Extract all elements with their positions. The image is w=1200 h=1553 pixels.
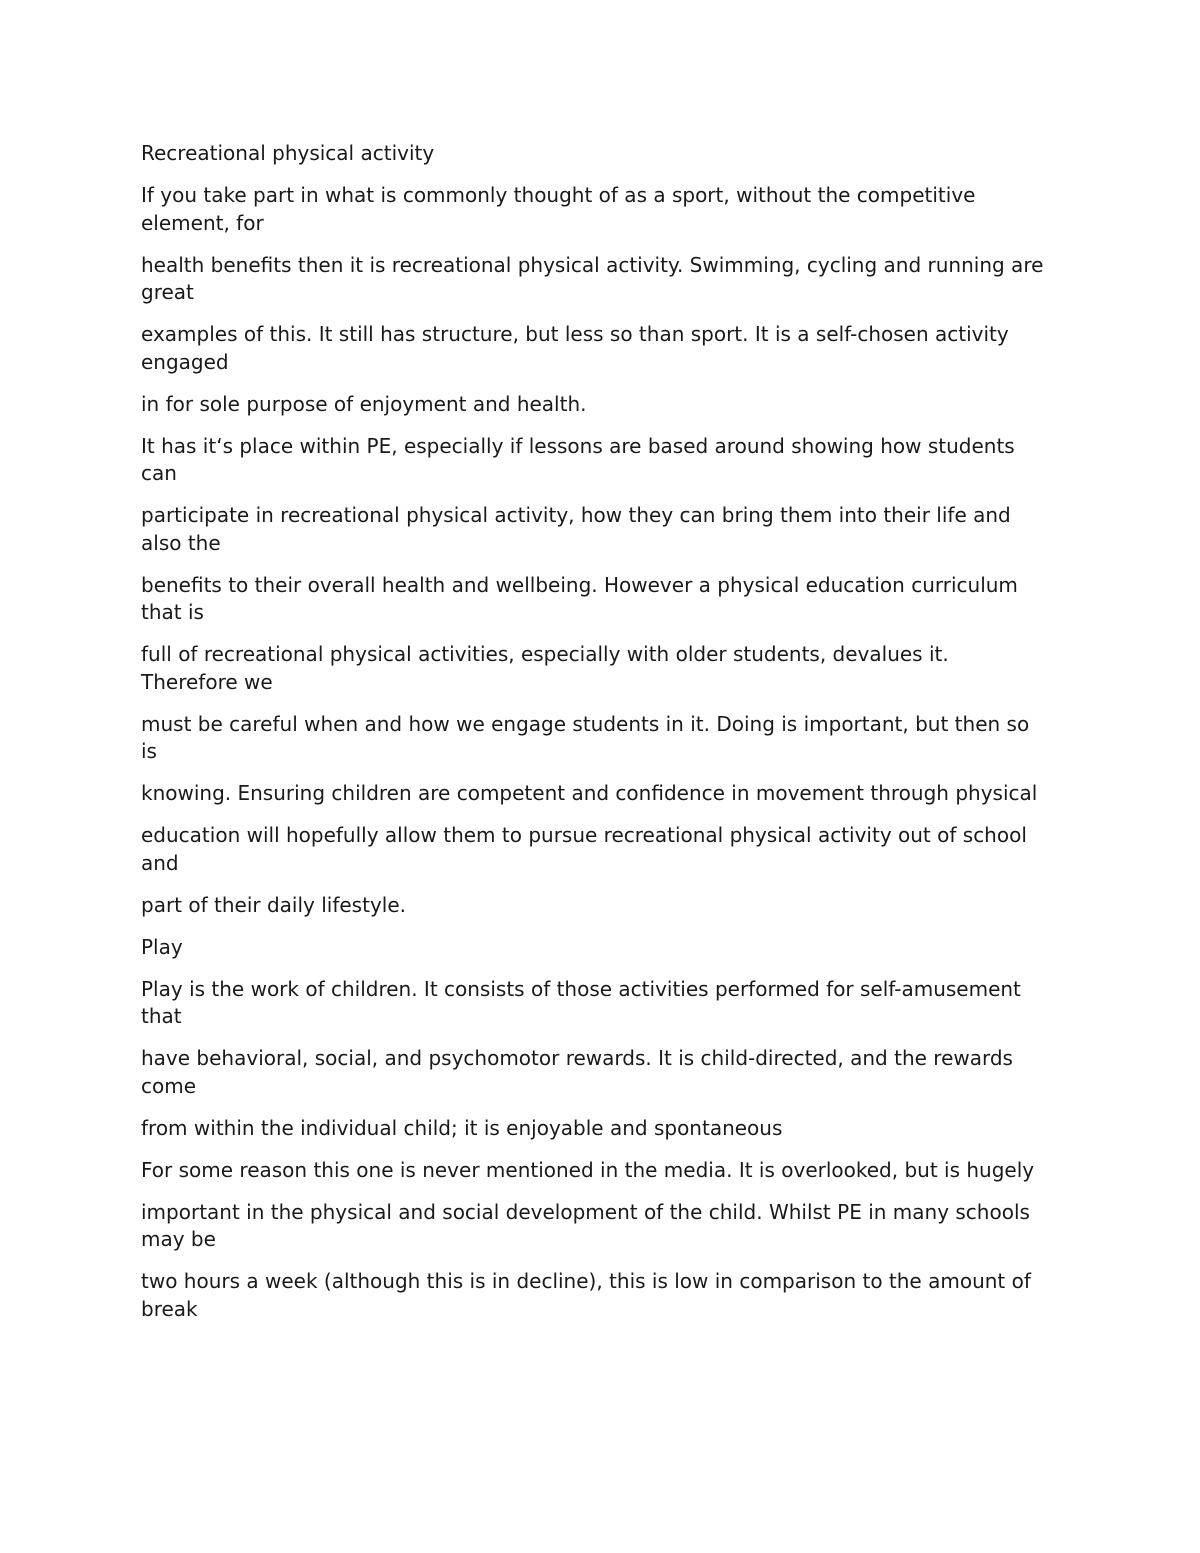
paragraph: full of recreational physical activities, especially with older students, devalues it. Therefore we xyxy=(141,642,949,694)
paragraph: Play is the work of children. It consists of those activities performed for self-amusement that xyxy=(141,976,1021,1028)
heading-recreational-physical-activity: Recreational physical activity xyxy=(141,141,435,165)
paragraph: from within the individual child; it is enjoyable and spontaneous xyxy=(141,1115,783,1140)
paragraph: in for sole purpose of enjoyment and health. xyxy=(141,391,587,416)
paragraph: education will hopefully allow them to pursue recreational physical activity out of school and xyxy=(141,823,1027,875)
paragraph: benefits to their overall health and wellbeing. However a physical education curriculum that is xyxy=(141,572,1018,624)
paragraph: must be careful when and how we engage students in it. Doing is important, but then so is xyxy=(141,711,1030,763)
paragraph: It has it‘s place within PE, especially if lessons are based around showing how students can xyxy=(141,433,1015,485)
paragraph: For some reason this one is never mentioned in the media. It is overlooked, but is hugely xyxy=(141,1157,1035,1182)
paragraph: important in the physical and social development of the child. Whilst PE in many schools may be xyxy=(141,1199,1030,1251)
heading-play: Play xyxy=(141,934,183,959)
paragraph: health benefits then it is recreational physical activity. Swimming, cycling and running are great xyxy=(141,252,1044,304)
paragraph: If you take part in what is commonly thought of as a sport, without the competitive element, for xyxy=(141,183,976,235)
paragraph: participate in recreational physical activity, how they can bring them into their life and also the xyxy=(141,503,1011,555)
paragraph: examples of this. It still has structure, but less so than sport. It is a self-chosen activity engaged xyxy=(141,322,1009,374)
paragraph: part of their daily lifestyle. xyxy=(141,892,406,917)
paragraph: two hours a week (although this is in decline), this is low in comparison to the amount of break xyxy=(141,1269,1031,1321)
document-body xyxy=(141,140,1046,1338)
paragraph: have behavioral, social, and psychomotor rewards. It is child-directed, and the rewards come xyxy=(141,1046,1013,1098)
paragraph: knowing. Ensuring children are competent and confidence in movement through physical xyxy=(141,781,1038,805)
